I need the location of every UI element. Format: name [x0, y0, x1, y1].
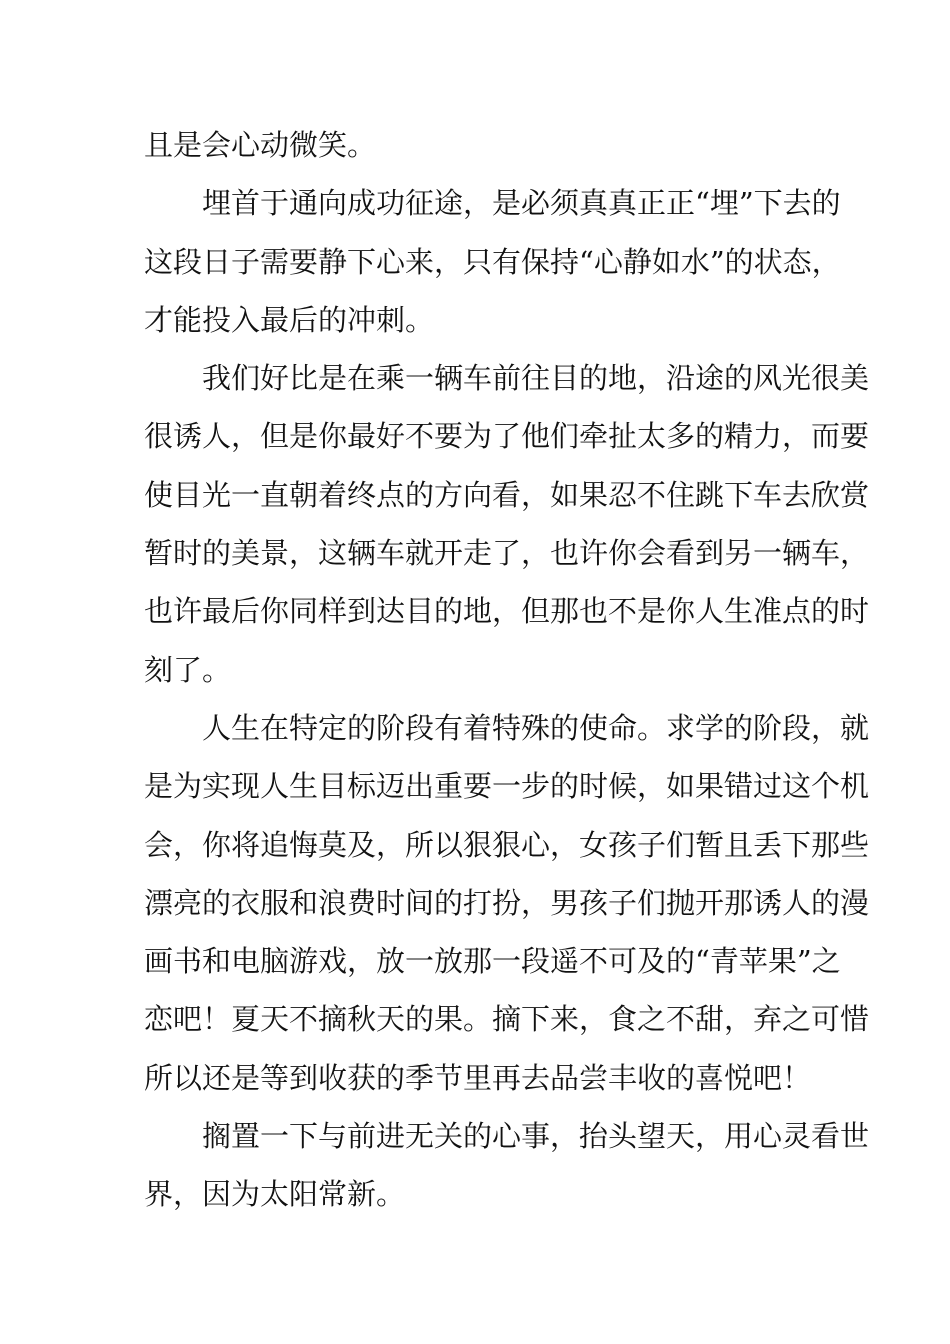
paragraph-line: 漂亮的衣服和浪费时间的打扮，男孩子们抛开那诱人的漫 — [144, 885, 870, 920]
paragraph-line: 画书和电脑游戏，放一放那一段遥不可及的“青苹果”之 — [144, 944, 841, 979]
paragraph-line: 也许最后你同样到达目的地，但那也不是你人生准点的时 — [144, 594, 870, 629]
paragraph-line: 埋首于通向成功征途，是必须真真正正“埋”下去的 — [202, 186, 841, 221]
paragraph-line: 人生在特定的阶段有着特殊的使命。求学的阶段，就 — [202, 710, 870, 745]
paragraph-line: 我们好比是在乘一辆车前往目的地，沿途的风光很美 — [202, 361, 870, 396]
paragraph-line: 所以还是等到收获的季节里再去品尝丰收的喜悦吧！ — [144, 1060, 812, 1095]
paragraph-line: 是为实现人生目标迈出重要一步的时候，如果错过这个机 — [144, 769, 870, 804]
paragraph-line: 很诱人，但是你最好不要为了他们牵扯太多的精力，而要 — [144, 419, 870, 454]
paragraph-line: 这段日子需要静下心来，只有保持“心静如水”的状态， — [144, 244, 841, 279]
document-body — [144, 116, 870, 1224]
paragraph-line: 界，因为太阳常新。 — [144, 1177, 406, 1212]
paragraph-line: 搁置一下与前进无关的心事，抬头望天，用心灵看世 — [202, 1119, 870, 1154]
paragraph-line: 刻了。 — [144, 652, 232, 687]
paragraph-line: 且是会心动微笑。 — [144, 128, 377, 162]
paragraph-line: 会，你将追悔莫及，所以狠狠心，女孩子们暂且丢下那些 — [144, 827, 870, 862]
paragraph-line: 暂时的美景，这辆车就开走了，也许你会看到另一辆车， — [144, 536, 870, 571]
paragraph-line: 使目光一直朝着终点的方向看，如果忍不住跳下车去欣赏 — [144, 477, 870, 512]
paragraph-line: 恋吧！夏天不摘秋天的果。摘下来，食之不甜，弃之可惜 — [144, 1002, 870, 1037]
paragraph-line: 才能投入最后的冲刺。 — [144, 302, 435, 337]
